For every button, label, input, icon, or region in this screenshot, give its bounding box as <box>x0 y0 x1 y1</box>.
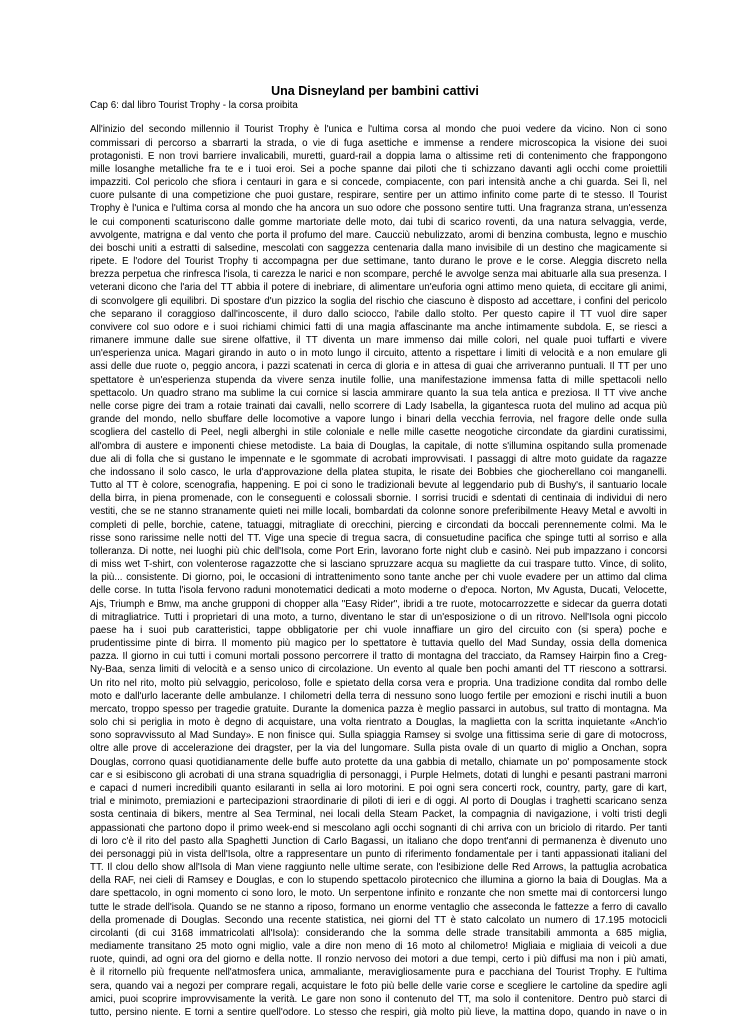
body-line: veterani dicono che l'aria del TT abbia il potere di inebriare, di alimentare un'euforia ogni attimo meno quieta, di eccitare gli animi, <box>90 282 667 294</box>
body-line: commissari di percorso a sbarrarti la strada, o vie di fuga asettiche e immense a rendere microscopica la visione dei suoi <box>90 137 667 149</box>
body-line: della RAF, nei cieli di Ramsey e Douglas, e con lo stupendo spettacolo pirotecnico che illumina a giorno la baia di Douglas. Ma a <box>90 875 667 887</box>
body-line: sono sopravvissuto al Mad Sunday». E non finisce qui. Sulla spiaggia Ramsey si svolge una fittissima serie di gare di motocross, <box>90 730 667 742</box>
body-line: mille losanghe metalliche fra te e i tuoi eroi. Sei a poche spanne dai piloti che ti schizzano davanti agli occhi come proiettili <box>90 163 667 175</box>
body-line: brezza perpetua che rinfresca l'isola, ti carezza le narici e non scompare, perché le avvolge senza mai abituarle alla sua presenza. I <box>90 269 667 281</box>
body-line: di mitragliatrice. Tutti i proprietari di una moto, a turno, diventano le star di un'esposizione o di un ritrovo. Nell'Isola ogni piccolo <box>90 611 667 623</box>
body-line: spettatore è un'esperienza stupenda da vivere senza inutile follie, una manifestazione immensa fatta di mille spettacoli nello <box>90 374 667 386</box>
body-line: nelle corse pigre dei tram a rotaie trainati dai cavalli, nello scorrere di Lady Isabella, la gigantesca ruota del mulino ad acqua più <box>90 401 667 412</box>
body-line: di loro c'è il rito del pasto alla Spaghetti Junction di Carlo Bagassi, un italiano che dopo trent'anni di permanenza è divenuto uno <box>90 835 667 847</box>
body-line: Ajs, Triumph e Bmw, ma anche grupponi di chopper alla "Easy Rider", ibridi a tre ruote, motocarrozzette e sidecar da guerra dotati <box>90 598 667 610</box>
body-line: ripete. E l'odore del Tourist Trophy ti accompagna per due settimane, tanto durano le prove e le corse. Aleggia discreto nella <box>90 256 667 268</box>
body-line: Tutto al TT è colore, scenografia, happening. E poi ci sono le tradizionali bevute al leggendario pub di Bushy's, il santuario locale <box>90 480 667 492</box>
body-line: sera, quando vai a negozi per comprare regali, acquistare le foto più belle delle varie corse e scegliere le cartoline da spedire agli <box>90 980 667 992</box>
document-title: Una Disneyland per bambini cattivi <box>271 84 479 98</box>
body-line: di sconvolgere gli equilibri. Di spostare d'un pizzico la soglia del rischio che ciascuno è disposto ad accettare, i confini del pericolo <box>90 295 667 307</box>
body-line: assi delle due ruote o, peggio ancora, i pazzi scatenati in cerca di gloria e in attesa di guai che arriveranno puntuali. Il TT per uno <box>90 361 667 373</box>
body-line: sosta centinaia di bikers, mentre al Sea Terminal, nei locali della Steam Packet, la compagnia di navigazione, i volti tristi degli <box>90 809 667 821</box>
body-line: che indossano il solo casco, le urla d'approvazione della platea stupita, le risate dei Bobbies che giocherellano coi manganelli. <box>90 466 667 478</box>
body-line: due ali di folla che si gustano le impennate e le sgommate di acrobati improvvisati. I passaggi di altre moto guidate da ragazze <box>90 453 667 465</box>
body-line: le cui componenti scaturiscono dalle gomme martoriate delle moto, dai tubi di scarico roventi, da una natura selvaggia, verde, <box>90 216 667 228</box>
body-line: prudentissime pinte di birra. Il momento più magico per lo spettatore è tuttavia quello del Mad Sunday, ossia della domenica <box>90 638 667 650</box>
body-line: tutto, persino niente. E torni a sentire quell'odore. Lo stesso che respiri, già molto più lieve, la mattina dopo, quando in nave o in <box>90 1006 667 1018</box>
body-line: di miss wet T-shirt, con volenterose ragazzotte che si lasciano spruzzare acqua su magliette da cui traspare tutto. Vince, di solito, <box>90 559 667 571</box>
body-line: delle corse. In tutta l'isola fervono raduni monotematici dedicati a moto moderne o d'epoca. Norton, Mv Agusta, Ducati, Velocette, <box>90 585 667 597</box>
body-line: circolanti (di cui 3168 immatricolati all'Isola): considerando che la somma delle strade transitabili ammonta a 685 miglia, <box>90 927 667 939</box>
body-line: completi di pelle, borchie, catene, tatuaggi, mitragliate di orecchini, piercing e circondati da boccali perennemente colmi. Ma le <box>90 519 667 531</box>
body-line: paese ha i suoi pub caratteristici, tappe obbligatorie per chi vuole innaffiare un giro del circuito con (si spera) poche e <box>90 624 667 636</box>
body-line: un'esperienza unica. Magari girando in auto o in moto lungo il circuito, attento a rispettare i limiti di velocità e a non emulare gli <box>90 348 667 360</box>
body-line: dei personaggi più in vista dell'Isola, oltre a rappresentare un punto di riferimento fondamentale per i tanti appassionati italiani del <box>90 848 667 860</box>
body-line: cuore pulsante di una competizione che puoi gustare, respirare, sentire per un attimo infinito come parte di te stesso. Il Tourist <box>90 190 667 202</box>
body-line: All'inizio del secondo millennio il Tourist Trophy è l'unica e l'ultima corsa al mondo che puoi vedere da vicino. Non ci sono <box>90 124 667 136</box>
body-line: protagonisti. E non trovi barriere invalicabili, muretti, guard-rail a doppia lama o altissime reti di contenimento che frappongono <box>90 150 667 162</box>
body-line: rimanere immune dalle sue sirene olfattive, il TT diventa un mare immenso dai mille colori, nel quale puoi tuffarti e vivere <box>90 335 667 347</box>
body-line: convivere col suo odore e i suoi richiami chimici fatti di una magia affascinante ma anche intimamente subdola. E, se riesci a <box>90 321 667 333</box>
body-line: della birra, in piena promenade, con le conseguenti e colossali sbornie. I sorrisi trucidi e sdentati di centinaia di individui di nero <box>90 493 667 505</box>
body-line: dare spettacolo, in ogni momento ci sono loro, le moto. Un serpentone infinito e ronzante che non smette mai di contorcersi lungo <box>90 888 667 900</box>
body-line: grande del mondo, nello sbuffare delle locomotive a vapore lungo i binari della vecchia ferrovia, nel fragore delle onde sulla <box>90 414 667 426</box>
body-line: tutte le strade dell'isola. Quando se ne stanno a riposo, formano un enorme ventaglio che asseconda le fattezze a ferro di cavallo <box>90 901 667 913</box>
body-line: e capaci d numeri incredibili quanto esilaranti in sella ai loro motorini. E poi ogni sera concerti rock, country, party, gare di kart, <box>90 782 667 794</box>
body-line: oltre alle prove di accelerazione dei dragster, per la via del lungomare. Sulla pista ovale di un quarto di miglio a Onchan, sopra <box>90 743 667 755</box>
body-paragraph <box>90 123 667 1019</box>
body-line: pazza. Il giorno in cui tutti i comuni mortali possono percorrere il tratto di montagna del tracciato, da Ramsey Hairpin fino a Creg- <box>90 651 667 663</box>
body-line: TT. Il clou dello show all'Isola di Man viene raggiunto nelle ultime serate, con l'esibizione delle Red Arrows, la pattuglia acrobatica <box>90 862 667 874</box>
body-line: risse sono rarissime nelle notti del TT. Vige una specie di tregua sacra, di consuetudine pacifica che spinge tutti al sorriso e alla <box>90 532 667 544</box>
body-line: spettacolo. Un quadro strano ma sublime la cui cornice si lascia ammirare quanto la sua tela antica e preziosa. Il TT vive anche <box>90 387 667 399</box>
body-line: Un rito nel rito, molto più selvaggio, pericoloso, folle e spietato della corsa vera e propria. Una tradizione condita dal rombo delle <box>90 677 667 689</box>
body-line: car e si esibiscono gli acrobati di una strana squadriglia di personaggi, i Purple Helmets, dotati di lunghi e pesanti pastrani marroni <box>90 769 667 781</box>
body-line: solo chi si periglia in moto è degno di acquistare, una volta rientrato a Douglas, la maglietta con la scritta inquietante «Anch'io <box>90 717 667 729</box>
body-line: vestiti, che se ne stanno stranamente quieti nei mille locali, bombardati da colonne sonore preferibilmente Heavy Metal e avvolti in <box>90 506 667 518</box>
body-line: che separano il coraggioso dall'incoscente, il duro dallo sciocco, l'abile dallo stolto. Per questo capire il TT vuol dire saper <box>90 308 667 320</box>
body-line: trial e minimoto, premiazioni e partecipazioni straordinarie di piloti di ieri e di oggi. Al porto di Douglas i traghetti scaricano senza <box>90 796 667 808</box>
body-line: appassionati che partono dopo il primo week-end si mescolano agli occhi sognanti di chi arriva con un briciolo di ritardo. Per tanti <box>90 822 667 834</box>
body-line: Trophy è l'unica e l'ultima corsa al mondo che ha ancora un suo odore che possono sentire tutti. Una fragranza strana, un'essenza <box>90 203 667 215</box>
body-line: ruote, quindi, ad ogni ora del giorno e della notte. Il ronzio nervoso dei motori a due tempi, certo i più diffusi ma non i più amati, <box>90 954 667 966</box>
body-line: moto e dall'urlo lacerante delle ambulanze. I chilometri della terra di nessuno sono luogo fertile per emozioni e rischi inutili a buon <box>90 690 667 702</box>
body-line: amici, puoi scoprire improvvisamente la verità. Le gare non sono il contenuto del TT, ma solo il contenitore. Dentro può starci di <box>90 993 667 1005</box>
body-line: mediamente transitano 25 moto ogni miglio, vale a dire non meno di 16 moto al chilometro! Migliaia e migliaia di veicoli a due <box>90 941 667 953</box>
body-line: è il ritornello più frequente nell'atmosfera unica, ammaliante, meravigliosamente pura e pacchiana del Tourist Trophy. E l'ultima <box>90 967 667 979</box>
body-line: tolleranza. Di notte, nei luoghi più chic dell'Isola, come Port Erin, lavorano forte night club e casinò. Nei pub impazzano i concorsi <box>90 545 667 557</box>
body-line: Douglas, corrono quasi quotidianamente delle buffe auto protette da una gabbia di metallo, chiamate un po' pomposamente stock <box>90 756 667 768</box>
body-line: scogliera del castello di Peel, negli alberghi in stile coloniale e nelle mille casette neogotiche circondate da giardini curatissimi, <box>90 427 667 439</box>
body-line: all'ombra di austere e imponenti chiese metodiste. La baia di Douglas, la capitale, di notte s'illumina ospitando sulla promenade <box>90 440 667 452</box>
body-line: mercato, troppo spesso per tragedie gratuite. Durante la domenica pazza è meglio passarci in autobus, sul tratto di montagna. Ma <box>90 703 667 715</box>
body-line: dei boschi uniti a estratti di salsedine, mescolati con saggezza centenaria dalla mano invisibile di un destino che magicamente si <box>90 242 667 254</box>
body-line: della promenade di Douglas. Secondo una recente statistica, nei giorni del TT è stato calcolato un numero di 17.195 motocicli <box>90 914 667 926</box>
body-line: impazziti. Col pericolo che sfiora i centauri in gara e si concede, compiacente, con pari intensità anche a chi guarda. Sei lì, nel <box>90 177 667 189</box>
chapter-subtitle: Cap 6: dal libro Tourist Trophy - la corsa proibita <box>90 100 298 111</box>
body-line: Ny-Baa, senza limiti di velocità e a senso unico di circolazione. Un evento al quale ben pochi amanti del TT riescono a sottrarsi. <box>90 664 667 676</box>
body-line: la più... consistente. Di giorno, poi, le occasioni di intrattenimento sono tante anche per chi vuole evadere per un attimo dal clima <box>90 572 667 584</box>
body-line: avvolgente, matrigna e dal vento che porta il profumo del mare. Caucciù nebulizzato, aromi di benzina combusta, legno e muschio <box>90 229 667 241</box>
